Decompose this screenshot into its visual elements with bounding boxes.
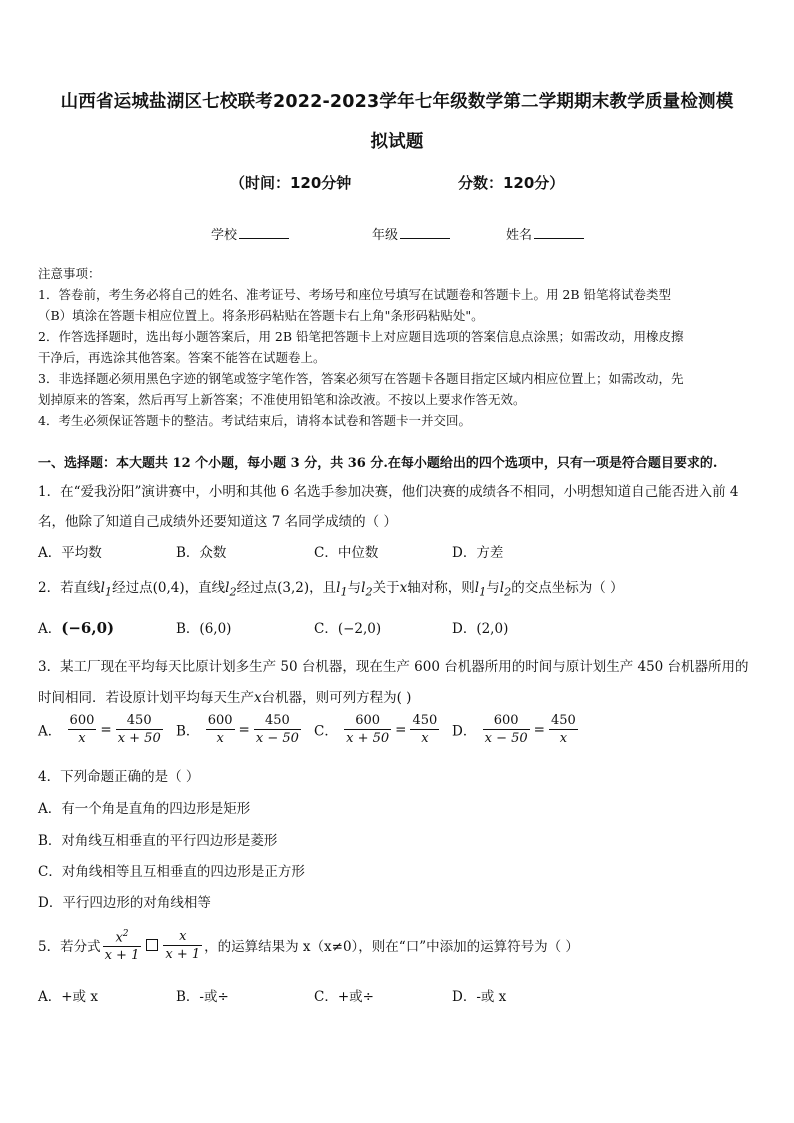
q5-option-b[interactable]: B．-或÷: [176, 989, 229, 1005]
notes-line: （B）填涂在答题卡相应位置上。将条形码粘贴在答题卡右上角"条形码粘贴处"。: [38, 308, 484, 323]
q2-l2-sub: 2: [229, 585, 237, 599]
q4-stem: 4．下列命题正确的是（ ）: [38, 769, 200, 785]
fraction: [163, 928, 202, 963]
q2-l1: [336, 580, 348, 599]
operator-box: [146, 939, 158, 951]
q2-option-c-label: C．: [314, 621, 338, 637]
q2-text: 的交点坐标为（ ）: [511, 580, 624, 596]
denominator: x: [421, 731, 429, 746]
q2-point1: (0,4): [152, 580, 185, 596]
section1-heading: 一、选择题：本大题共 12 个小题，每小题 3 分，共 36 分.在每小题给出的四个选项中，只有一项是符合题目要求的.: [38, 456, 718, 471]
q1-stem-line2: 名，他除了知道自己成绩外还要知道这 7 名同学成绩的（ ）: [38, 514, 397, 530]
q3-option-a[interactable]: [38, 712, 165, 747]
q2-option-d-value: (2,0): [476, 621, 509, 637]
q2-l1-letter: l: [474, 580, 480, 596]
q1-option-c[interactable]: C．中位数: [314, 545, 379, 561]
q2-option-a-label: A．: [38, 621, 62, 637]
school-field[interactable]: [211, 224, 289, 243]
q3-option-d[interactable]: [452, 712, 580, 747]
fraction: [68, 712, 97, 747]
q4-option-c[interactable]: C．对角线相等且互相垂直的四边形是正方形: [38, 864, 305, 880]
q5-option-d[interactable]: D．-或 x: [452, 989, 507, 1005]
fraction: [103, 926, 142, 964]
exam-title-line2: 拟试题: [370, 132, 424, 152]
numerator: 450: [254, 712, 301, 730]
q2-point2: (3,2): [277, 580, 310, 596]
denominator: x + 1: [104, 948, 140, 964]
q5-stem: [38, 926, 579, 964]
q2-l2-letter: l: [225, 580, 230, 596]
q3-stem-line2: [38, 686, 411, 706]
q5-option-c[interactable]: C．+或÷: [314, 989, 374, 1005]
grade-label: 年级: [372, 228, 399, 243]
q3-option-c[interactable]: [314, 712, 441, 747]
q2-l2-sub: 2: [504, 585, 512, 599]
q2-option-a[interactable]: [38, 617, 114, 637]
q5-options: [38, 985, 758, 1009]
school-label: 学校: [211, 228, 238, 243]
q2-l1-sub: 1: [104, 585, 113, 599]
grade-blank[interactable]: [400, 226, 450, 239]
denominator: x: [559, 731, 568, 746]
q2-text: 与: [486, 580, 500, 596]
q4-option-d[interactable]: D．平行四边形的对角线相等: [38, 895, 211, 911]
fraction: [549, 712, 578, 747]
q2-text: 关于: [372, 580, 400, 596]
q2-text: ，且: [309, 580, 337, 596]
q2-option-d[interactable]: [452, 617, 508, 637]
notes-line: 4．考生必须保证答题卡的整洁。考试结束后，请将本试卷和答题卡一并交回。: [38, 413, 471, 428]
q3-option-b[interactable]: [176, 712, 303, 747]
equals-sign: =: [533, 721, 545, 738]
numerator: 450: [412, 713, 438, 728]
q2-l1: [100, 580, 113, 599]
q2-l2: [361, 580, 373, 599]
numerator: x: [163, 928, 202, 946]
notes-line: 2．作答选择题时，选出每小题答案后，用 2B 铅笔把答题卡上对应题目选项的答案信息点涂黑；如需改动，用橡皮擦: [38, 329, 684, 344]
exponent: 2: [122, 929, 129, 939]
score-info: 分数：120分）: [458, 174, 565, 192]
q2-option-b-value: (6,0): [199, 621, 232, 637]
q3-option-d-label: D．: [452, 723, 477, 740]
numerator: 600: [483, 712, 530, 730]
denominator: x: [216, 731, 224, 746]
q5-text: 5．若分式: [38, 939, 101, 956]
equals-sign: =: [238, 721, 250, 738]
denominator: x − 50: [255, 731, 299, 746]
q2-option-b-label: B．: [176, 621, 200, 637]
q2-text: 经过点: [236, 580, 278, 596]
denominator: x: [78, 731, 86, 746]
q2-l1: [474, 580, 487, 599]
denominator: x + 50: [346, 731, 390, 746]
q3-option-b-label: B．: [176, 723, 200, 740]
q1-option-d[interactable]: D．方差: [452, 545, 504, 561]
q4-option-a[interactable]: A．有一个角是直角的四边形是矩形: [38, 801, 251, 817]
denominator: x + 1: [165, 946, 201, 962]
fraction: [410, 712, 439, 747]
q1-options: [38, 541, 758, 565]
q2-text: 经过点: [112, 580, 153, 596]
grade-field[interactable]: [372, 224, 450, 243]
school-blank[interactable]: [239, 226, 289, 239]
q2-l2-letter: l: [499, 580, 505, 596]
notes-heading: 注意事项：: [38, 266, 101, 281]
fraction: [344, 712, 391, 747]
q2-l1-sub: 1: [479, 585, 487, 599]
fraction: [206, 712, 235, 747]
numerator: 600: [344, 712, 391, 730]
time-info: （时间：120分钟: [230, 174, 352, 192]
q5-option-a[interactable]: A．+或 x: [38, 989, 98, 1005]
q1-stem-line1: 1．在“爱我汾阳”演讲赛中，小明和其他 6 名选手参加决赛，他们决赛的成绩各不相同，小明想知道自己能否进入前 4: [38, 484, 739, 500]
q2-l1-letter: l: [100, 580, 105, 596]
notes-line: 1．答卷前，考生务必将自己的姓名、准考证号、考场号和座位号填写在试题卷和答题卡上。用 2B 铅笔将试卷类型: [38, 287, 672, 302]
denominator: x + 50: [117, 731, 161, 746]
fraction: [254, 712, 301, 747]
q2-option-b[interactable]: [176, 617, 231, 637]
numerator: 450: [116, 712, 163, 730]
numerator: 450: [550, 713, 576, 728]
q2-l2: [499, 580, 512, 599]
q2-options: [38, 617, 758, 641]
denominator: x − 50: [484, 731, 528, 746]
exam-title-line1: 山西省运城盐湖区七校联考2022-2023学年七年级数学第二学期期末教学质量检测模: [60, 92, 734, 112]
q3-option-a-label: A．: [38, 723, 62, 740]
q3-stem-line1: 3．某工厂现在平均每天比原计划多生产 50 台机器，现在生产 600 台机器所用的时间与原计划生产 450 台机器所用的: [38, 659, 749, 675]
q2-l1-sub: 1: [340, 585, 348, 599]
fraction: [483, 712, 530, 747]
name-label: 姓名: [506, 228, 533, 243]
q2-text: 与: [347, 580, 362, 596]
q2-option-a-value: (−6,0): [61, 619, 115, 637]
q2-text: 轴对称，则: [407, 580, 475, 596]
q2-l2: [225, 580, 237, 599]
q2-option-d-label: D．: [452, 621, 477, 637]
notes-line: 干净后，再选涂其他答案。答案不能答在试题卷上。: [38, 350, 326, 365]
name-field[interactable]: [506, 224, 584, 243]
q2-l2-sub: 2: [365, 585, 373, 599]
q2-stem: [38, 576, 624, 599]
q2-option-c-value: (−2,0): [337, 621, 382, 637]
q1-option-a[interactable]: A．平均数: [38, 545, 102, 561]
q2-l2-letter: l: [361, 580, 366, 596]
numerator: 600: [69, 713, 95, 728]
q2-text: 2．若直线: [38, 580, 101, 596]
q3-option-c-label: C．: [314, 723, 338, 740]
q2-text: ，直线: [184, 580, 226, 596]
q2-x: x: [399, 580, 408, 596]
q2-option-c[interactable]: [314, 617, 381, 637]
name-blank[interactable]: [534, 226, 584, 239]
fraction: [116, 712, 163, 747]
q1-option-b[interactable]: B．众数: [176, 545, 227, 561]
notes-line: 划掉原来的答案，然后再写上新答案；不准使用铅笔和涂改液。不按以上要求作答无效。: [38, 392, 526, 407]
q3-text: 时间相同．若设原计划平均每天生产: [38, 690, 254, 706]
q3-text: 台机器，则可列方程为( ): [261, 690, 412, 706]
q3-options: [38, 712, 758, 752]
equals-sign: =: [395, 721, 407, 738]
numerator-var: x: [115, 930, 123, 946]
numerator: 600: [207, 713, 233, 728]
q2-l1-letter: l: [336, 580, 341, 596]
equals-sign: =: [100, 721, 112, 738]
numerator: [103, 926, 142, 947]
notes-line: 3．非选择题必须用黑色字迹的钢笔或签字笔作答，答案必须写在答题卡各题目指定区域内相应位置上；如需改动，先: [38, 371, 684, 386]
q3-x: x: [254, 690, 262, 706]
q4-option-b[interactable]: B．对角线互相垂直的平行四边形是菱形: [38, 833, 278, 849]
q5-text: ，的运算结果为 x（x≠0），则在“口”中添加的运算符号为（ ）: [204, 939, 579, 956]
